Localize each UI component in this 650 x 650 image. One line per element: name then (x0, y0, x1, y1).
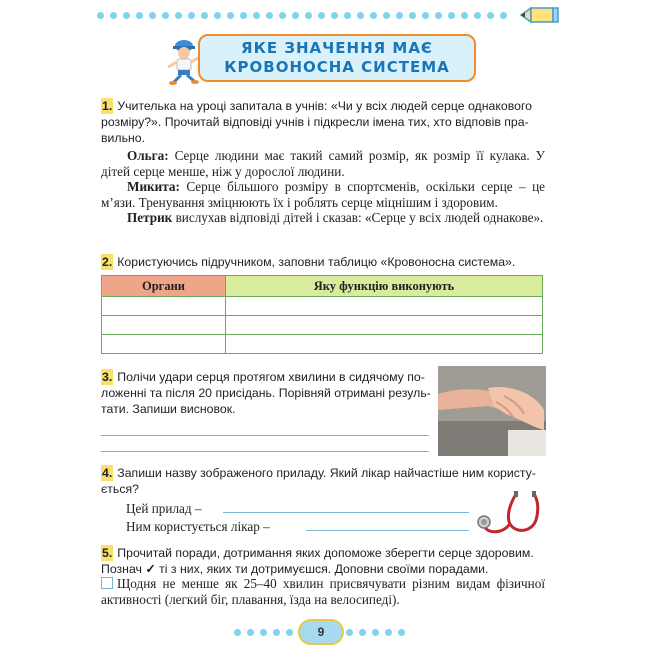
decor-dot (97, 12, 104, 19)
answer-mykyta-text: Серце більшого розміру в спортсменів, оскільки серце – це м’язи. Тренування зміцнюють їх і роблять серце міцнішим і здоровим. (101, 179, 545, 210)
students-answers (101, 148, 545, 226)
decor-dot (149, 12, 156, 19)
table-cell[interactable] (226, 335, 543, 354)
pulse-measuring-photo (438, 366, 546, 456)
decor-dot (422, 12, 429, 19)
task-3-instructions (101, 369, 431, 417)
advice-checkbox[interactable] (101, 577, 113, 589)
decor-dot (372, 629, 379, 636)
advice-text: Щодня не менше як 25–40 хвилин присвячувати різним видам фізичної активності (легкий біг, плавання, їзда на велосипеді). (101, 576, 545, 607)
answer-olga (101, 148, 545, 179)
decor-dot (435, 12, 442, 19)
task-1-number: 1. (102, 99, 113, 113)
task-1-line-3: вильно. (101, 131, 146, 145)
task-4-line-2: ється? (101, 482, 139, 496)
decor-dot (110, 12, 117, 19)
decor-dot (227, 12, 234, 19)
decor-dot (396, 12, 403, 19)
task-1-line-2: розміру?». Прочитай відповіді учнів і підкресли імена тих, хто відповів пра- (101, 115, 529, 129)
name-olga: Ольга: (127, 148, 169, 163)
decor-dot (385, 629, 392, 636)
decor-dot (136, 12, 143, 19)
decor-dot (500, 12, 507, 19)
pencil-icon (519, 4, 559, 26)
decor-dot (253, 12, 260, 19)
lesson-title (198, 34, 476, 82)
bottom-dots-right (346, 629, 405, 636)
task-4-line-1: Запиши назву зображеного приладу. Який лікар найчастіше ним користу- (117, 466, 536, 480)
bottom-dots-left (234, 629, 293, 636)
decor-dot (266, 12, 273, 19)
decor-dot (214, 12, 221, 19)
task-5-line-2b: ті з них, яких ти дотримуєшся. Доповни своїми порадами. (159, 562, 489, 576)
task-5-number: 5. (102, 546, 113, 560)
name-petryk: Петрик (127, 210, 173, 225)
decor-dot (318, 12, 325, 19)
decor-dot (461, 12, 468, 19)
decor-dot (398, 629, 405, 636)
decor-dot (370, 12, 377, 19)
circulatory-system-table (101, 275, 543, 354)
decor-dot (260, 629, 267, 636)
decor-dot (188, 12, 195, 19)
decor-dot (162, 12, 169, 19)
task-2-number: 2. (102, 255, 113, 269)
table-cell[interactable] (102, 316, 226, 335)
device-label: Цей прилад – (126, 501, 202, 516)
decor-dot (279, 12, 286, 19)
table-row (102, 297, 543, 316)
table-cell[interactable] (102, 335, 226, 354)
task-4-number: 4. (102, 466, 113, 480)
decor-dot (286, 629, 293, 636)
check-mark-icon: ✓ (145, 562, 156, 576)
doctor-answer-line[interactable] (306, 530, 469, 531)
decor-dot (234, 629, 241, 636)
task-2-instructions (101, 254, 515, 270)
task-3-number: 3. (102, 370, 113, 384)
decor-dot (201, 12, 208, 19)
task-1-line-1: Учителька на уроці запитала в учнів: «Чи у всіх людей серце однакового (117, 99, 533, 113)
task-1-instructions (101, 98, 545, 146)
device-answer-line[interactable] (223, 512, 469, 513)
task-5-line-2a: Познач (101, 562, 142, 576)
decor-dot (344, 12, 351, 19)
decor-dot (331, 12, 338, 19)
table-header-function: Яку функцію виконують (226, 276, 543, 297)
decor-dot (487, 12, 494, 19)
page-number: 9 (298, 619, 344, 645)
decor-dot (448, 12, 455, 19)
top-dots-decoration (97, 12, 507, 19)
task-2-text: Користуючись підручником, заповни таблицю «Кровоносна система». (117, 255, 516, 269)
answer-mykyta (101, 179, 545, 210)
task-3-line-1: Полічи удари серця протягом хвилини в сидячому по- (117, 370, 425, 384)
table-header-organs: Органи (102, 276, 226, 297)
title-line-1: ЯКЕ ЗНАЧЕННЯ МАЄ (241, 39, 433, 57)
decor-dot (175, 12, 182, 19)
task-3-line-3: тати. Запиши висновок. (101, 402, 236, 416)
table-row (102, 316, 543, 335)
decor-dot (305, 12, 312, 19)
title-line-2: КРОВОНОСНА СИСТЕМА (224, 58, 450, 76)
decor-dot (273, 629, 280, 636)
decor-dot (247, 629, 254, 636)
decor-dot (240, 12, 247, 19)
table-cell[interactable] (102, 297, 226, 316)
task-5-instructions (101, 545, 545, 577)
answer-line[interactable] (101, 451, 429, 452)
decor-dot (123, 12, 130, 19)
answer-olga-text: Серце людини має такий самий розмір, як розмір її кулака. У дітей серце менше, ніж у дорослої людини. (101, 148, 545, 179)
answer-petryk-text: вислухав відповіді дітей і сказав: «Серце у всіх людей однакове». (172, 210, 544, 225)
decor-dot (383, 12, 390, 19)
decor-dot (409, 12, 416, 19)
table-row (102, 335, 543, 354)
advice-item (101, 576, 545, 607)
stethoscope-icon (476, 490, 546, 542)
decor-dot (346, 629, 353, 636)
decor-dot (359, 629, 366, 636)
task-3-line-2: ложенні та після 20 присідань. Порівняй отримані резуль- (101, 386, 431, 400)
answer-line[interactable] (101, 435, 429, 436)
doctor-label: Ним користується лікар – (126, 519, 270, 534)
decor-dot (292, 12, 299, 19)
table-cell[interactable] (226, 316, 543, 335)
decor-dot (474, 12, 481, 19)
table-cell[interactable] (226, 297, 543, 316)
decor-dot (357, 12, 364, 19)
task-5-line-1: Прочитай поради, дотримання яких допоможе зберегти серце здоровим. (117, 546, 534, 560)
name-mykyta: Микита: (127, 179, 180, 194)
answer-petryk (101, 210, 545, 226)
